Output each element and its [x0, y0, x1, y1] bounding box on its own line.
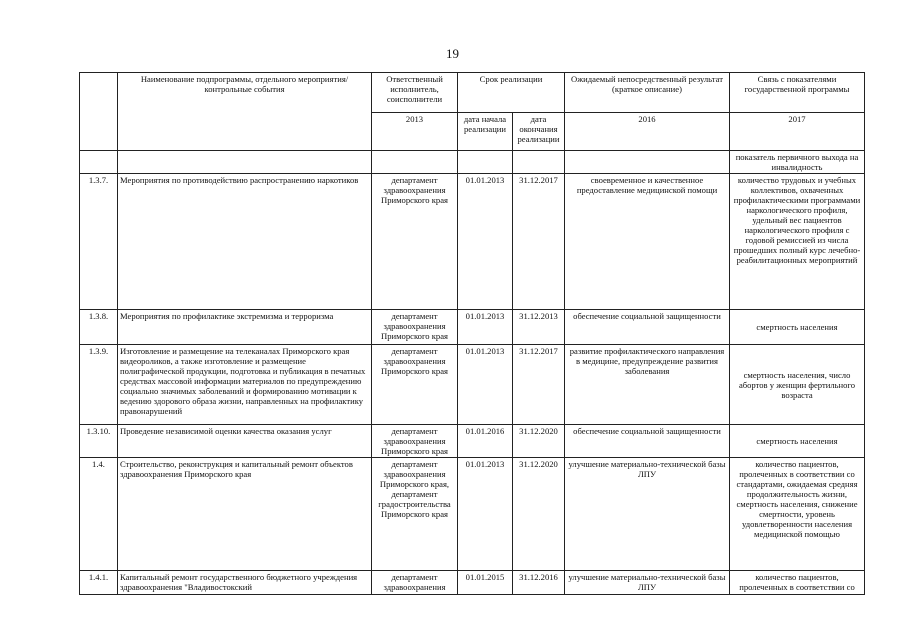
row-start: 01.01.2016: [458, 425, 513, 458]
row-end: 31.12.2013: [513, 310, 565, 345]
table-row: [80, 310, 865, 345]
row-responsible: департамент здравоохранения Приморского края: [372, 174, 458, 310]
row-link: показатель первичного выхода на инвалидность: [730, 151, 865, 174]
row-name: [118, 151, 372, 174]
row-link: количество пациентов, пролеченных в соответствии со: [730, 571, 865, 595]
row-result: развитие профилактического направления в медицине, предупреждение развития заболевания: [565, 345, 730, 425]
row-start: 01.01.2013: [458, 345, 513, 425]
row-result: улучшение материально-технической базы ЛПУ: [565, 458, 730, 571]
header-start-date: дата начала реализации: [458, 113, 513, 151]
row-responsible: департамент здравоохранения Приморского края: [372, 345, 458, 425]
row-link: количество пациентов, пролеченных в соответствии со стандартами, ожидаемая средняя продолжительность жизни, смертность населения, снижение смертности, уровень удовлетворенности населения медицинской помощью: [730, 458, 865, 571]
header-end-date: дата окончания реализации: [513, 113, 565, 151]
row-num: 1.4.: [80, 458, 118, 571]
row-end: [513, 151, 565, 174]
table-row: [80, 571, 865, 595]
row-name: Капитальный ремонт государственного бюджетного учреждения здравоохранения "Владивостокский: [118, 571, 372, 595]
row-end: 31.12.2020: [513, 425, 565, 458]
row-result: обеспечение социальной защищенности: [565, 310, 730, 345]
row-end: 31.12.2017: [513, 345, 565, 425]
page-number: 19: [446, 46, 459, 61]
table-row: [80, 345, 865, 425]
row-name: Изготовление и размещение на телеканалах Приморского края видеороликов, а также изготовление и размещение полиграфической продукции, подготовка и публикация в печатных средствах массовой информации материалов по предупреждению социально значимых заболеваний и формированию мотивации к ведению здорового образа жизни, направленных на профилактику правонарушений: [118, 345, 372, 425]
row-responsible: [372, 151, 458, 174]
row-start: 01.01.2013: [458, 458, 513, 571]
row-start: 01.01.2013: [458, 310, 513, 345]
row-result: улучшение материально-технической базы ЛПУ: [565, 571, 730, 595]
row-link: количество трудовых и учебных коллективов, охваченных профилактическими программами наркологического профиля, удельный вес пациентов наркологического профиля с годовой ремиссией из числа прошедших полный курс лечебно-реабилитационных мероприятий: [730, 174, 865, 310]
header-year-2017: 2017: [730, 113, 865, 151]
row-end: 31.12.2020: [513, 458, 565, 571]
header-period-cell: Срок реализации: [458, 73, 565, 113]
header-year-2016: 2016: [565, 113, 730, 151]
row-num: 1.4.1.: [80, 571, 118, 595]
row-num: 1.3.10.: [80, 425, 118, 458]
table-header-row: [80, 73, 865, 113]
row-start: 01.01.2015: [458, 571, 513, 595]
row-name: Строительство, реконструкция и капитальный ремонт объектов здравоохранения Приморского края: [118, 458, 372, 571]
row-link: смертность населения: [730, 310, 865, 345]
row-num: 1.3.8.: [80, 310, 118, 345]
row-name: Мероприятия по противодействию распространению наркотиков: [118, 174, 372, 310]
row-result: своевременное и качественное предоставление медицинской помощи: [565, 174, 730, 310]
row-result: обеспечение социальной защищенности: [565, 425, 730, 458]
header-responsible-cell: Ответственный исполнитель, соисполнители: [372, 73, 458, 113]
table-row: [80, 458, 865, 571]
header-year-2013: 2013: [372, 113, 458, 151]
table-row: [80, 151, 865, 174]
header-name-cell: Наименование подпрограммы, отдельного мероприятия/контрольные события: [118, 73, 372, 151]
row-link: смертность населения: [730, 425, 865, 458]
row-link: смертность населения, число абортов у женщин фертильного возраста: [730, 345, 865, 425]
row-responsible: департамент здравоохранения Приморского края: [372, 425, 458, 458]
row-name: Мероприятия по профилактике экстремизма и терроризма: [118, 310, 372, 345]
header-link-cell: Связь с показателями государственной программы: [730, 73, 865, 113]
row-responsible: департамент здравоохранения: [372, 571, 458, 595]
table-row: [80, 425, 865, 458]
row-start: [458, 151, 513, 174]
row-end: 31.12.2017: [513, 174, 565, 310]
row-num: 1.3.7.: [80, 174, 118, 310]
table-row: [80, 174, 865, 310]
header-expected-cell: Ожидаемый непосредственный результат (краткое описание): [565, 73, 730, 113]
row-num: [80, 151, 118, 174]
program-table: [79, 72, 865, 595]
row-name: Проведение независимой оценки качества оказания услуг: [118, 425, 372, 458]
row-result: [565, 151, 730, 174]
row-num: 1.3.9.: [80, 345, 118, 425]
row-start: 01.01.2013: [458, 174, 513, 310]
row-responsible: департамент здравоохранения Приморского края, департамент градостроительства Приморского края: [372, 458, 458, 571]
row-end: 31.12.2016: [513, 571, 565, 595]
header-num-cell: [80, 73, 118, 151]
row-responsible: департамент здравоохранения Приморского края: [372, 310, 458, 345]
